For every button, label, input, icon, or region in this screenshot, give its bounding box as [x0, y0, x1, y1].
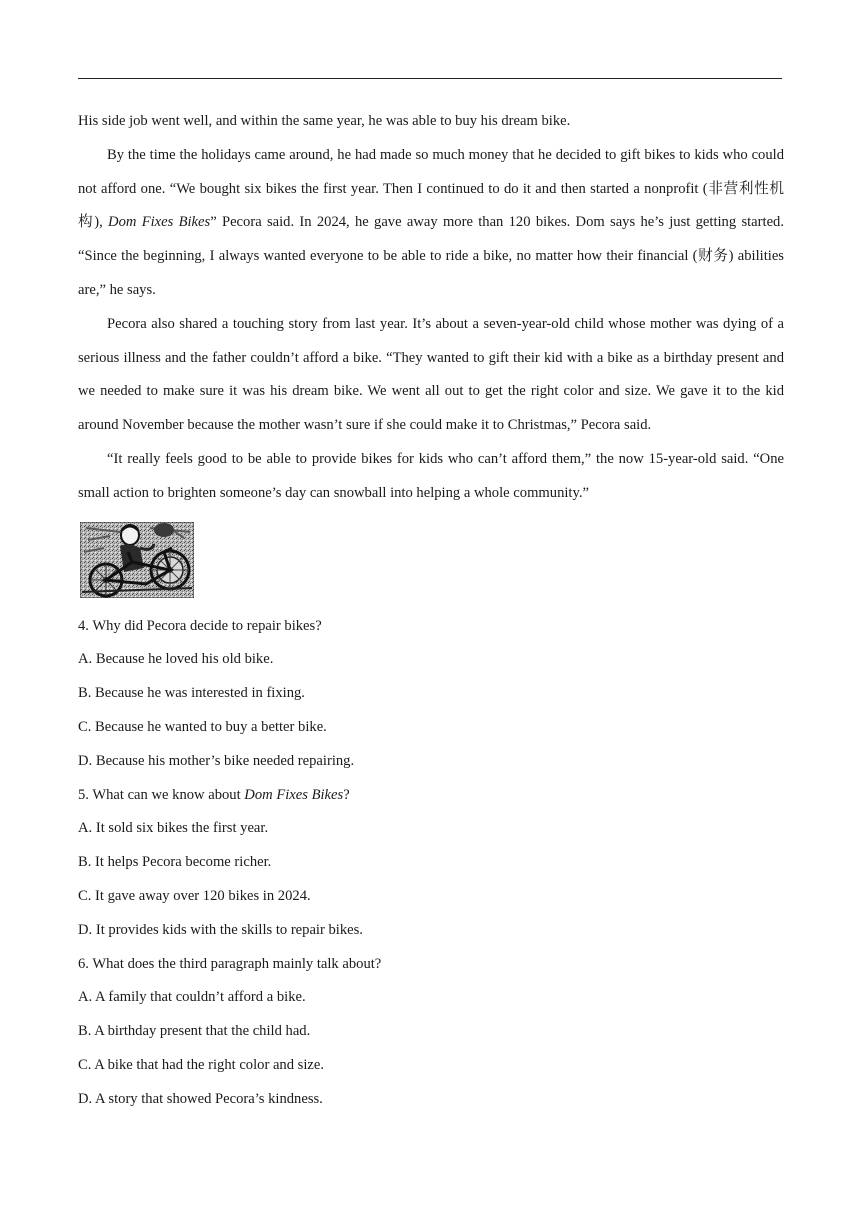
question-5-stem: [78, 779, 784, 813]
question-4-stem: 4. Why did Pecora decide to repair bikes?: [78, 617, 322, 634]
question-6-option-b[interactable]: B. A birthday present that the child had.: [78, 1023, 311, 1040]
question-6-stem: 6. What does the third paragraph mainly talk about?: [78, 955, 382, 972]
question-6-option-c[interactable]: C. A bike that had the right color and size.: [78, 1056, 325, 1073]
paragraph-2-text-a: By the time the holidays came around, he had made so much money that he decided to gift bikes to kids who could not afford one. “We bought six bikes the first year. Then I continued to do it and then started a nonprofit (非营利性机构),: [78, 146, 784, 231]
boy-with-bicycle-photo: [80, 522, 194, 598]
paragraph-2: [78, 139, 784, 308]
question-5-option-b[interactable]: B. It helps Pecora become richer.: [78, 854, 272, 871]
question-5-stem-italic: Dom Fixes Bikes: [244, 786, 344, 803]
question-5-option-a[interactable]: A. It sold six bikes the first year.: [78, 820, 269, 837]
question-4-option-c[interactable]: C. Because he wanted to buy a better bike.: [78, 718, 327, 735]
paragraph-4: “It really feels good to be able to provide bikes for kids who can’t afford them,” the now 15-year-old said. “One small action to brighten someone’s day can snowball into helping a whole community.”: [78, 450, 784, 501]
question-6-option-d[interactable]: D. A story that showed Pecora’s kindness.: [78, 1090, 323, 1107]
question-5-option-d[interactable]: D. It provides kids with the skills to repair bikes.: [78, 921, 363, 938]
question-6-option-a[interactable]: A. A family that couldn’t afford a bike.: [78, 989, 306, 1006]
header-rule: [78, 78, 782, 79]
document-body: [78, 105, 784, 1117]
question-4-option-b[interactable]: B. Because he was interested in fixing.: [78, 685, 305, 702]
paragraph-1: His side job went well, and within the same year, he was able to buy his dream bike.: [78, 113, 571, 129]
question-4-option-d[interactable]: D. Because his mother’s bike needed repairing.: [78, 752, 355, 769]
question-5-stem-b: ?: [343, 786, 350, 803]
paragraph-2-text-b: ” Pecora said. In 2024, he gave away more than 120 bikes. Dom says he’s just getting started. “Since the beginning, I always wanted everyone to be able to ride a bike, no matter how their financial (财务) abilities are,” he says.: [78, 214, 784, 298]
question-4-option-a[interactable]: A. Because he loved his old bike.: [78, 651, 274, 668]
nonprofit-name: Dom Fixes Bikes: [108, 214, 211, 231]
question-5-stem-a: 5. What can we know about: [78, 786, 245, 803]
paragraph-3: Pecora also shared a touching story from last year. It’s about a seven-year-old child whose mother was dying of a serious illness and the father couldn’t afford a bike. “They wanted to gift their kid with a bike as a birthday present and we needed to make sure it was his dream bike. We went all out to get the right color and size. We gave it to the kid around November because the mother wasn’t sure if she could make it to Christmas,” Pecora said.: [78, 315, 784, 434]
question-5-option-c[interactable]: C. It gave away over 120 bikes in 2024.: [78, 887, 311, 904]
